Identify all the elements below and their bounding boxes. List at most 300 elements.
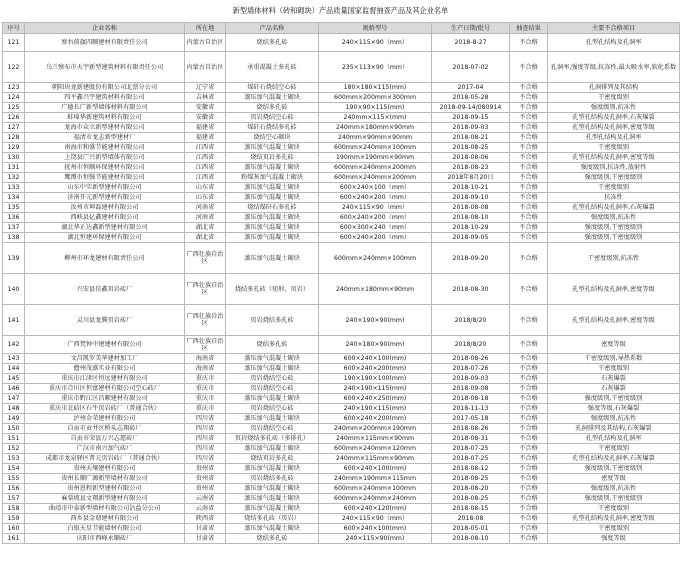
- table-row: [3, 394, 680, 404]
- specification-cell: 600×240×200(mm): [319, 364, 432, 374]
- table-row: [3, 414, 680, 424]
- company-name-cell: 济南开元新型建材有限公司: [25, 193, 185, 203]
- inspection-result-cell: 不合格: [510, 153, 548, 163]
- defect-items-cell: 孔型孔结构及孔洞率,石灰爆裂: [548, 203, 680, 213]
- location-cell: 湖北省: [185, 223, 226, 233]
- inspection-result-cell: 不合格: [510, 83, 548, 93]
- specification-cell: 240×115×90（mm）: [319, 514, 432, 524]
- row-number-cell: 158: [3, 504, 25, 514]
- production-date-cell: 2018-09-05: [432, 233, 510, 243]
- defect-items-cell: 密度等级: [548, 474, 680, 484]
- inspection-result-cell: 不合格: [510, 364, 548, 374]
- table-row: [3, 374, 680, 384]
- column-header: 产品名称: [226, 23, 319, 34]
- defect-items-cell: 强度级别,抗冻性: [548, 213, 680, 223]
- production-date-cell: 2018-05-01: [432, 524, 510, 534]
- defect-items-cell: 强度级别,干密度级别: [548, 173, 680, 183]
- table-row: [3, 143, 680, 153]
- specification-cell: 600mm×200mm×300mm: [319, 93, 432, 103]
- table-row: [3, 183, 680, 193]
- inspection-result-cell: 不合格: [510, 514, 548, 524]
- company-name-cell: 兴安县佳鑫页岩砖厂: [25, 274, 185, 305]
- defect-items-cell: 干密度级别: [548, 444, 680, 454]
- production-date-cell: 2018-07-25: [432, 444, 510, 454]
- column-header: 生产日期/批号: [432, 23, 510, 34]
- defect-items-cell: 强度级别,抗冻性: [548, 103, 680, 113]
- defect-items-cell: 石灰爆裂: [548, 384, 680, 394]
- row-number-cell: 135: [3, 203, 25, 213]
- company-name-cell: 汝州市坤磊建材有限公司: [25, 203, 185, 213]
- defect-items-cell: 孔型孔结构及孔洞率,密度等级: [548, 274, 680, 305]
- defect-items-cell: 石灰爆裂: [548, 374, 680, 384]
- defect-items-cell: 强度等级: [548, 534, 680, 544]
- company-name-cell: 文昌凯罗美华建材加工厂: [25, 354, 185, 364]
- production-date-cell: 2018-08-10: [432, 213, 510, 223]
- row-number-cell: 142: [3, 336, 25, 354]
- inspection-result-cell: 不合格: [510, 354, 548, 364]
- product-name-cell: 页岩烧结多孔砖: [226, 474, 319, 484]
- company-name-cell: 湖北恒建环保建材有限公司: [25, 233, 185, 243]
- row-number-cell: 148: [3, 404, 25, 414]
- specification-cell: 240×190×115(mm): [319, 384, 432, 394]
- production-date-cell: 2018-09-03: [432, 123, 510, 133]
- defect-items-cell: 干密度级别: [548, 524, 680, 534]
- company-name-cell: 自贡市贡井区桥头志翔砖厂: [25, 424, 185, 434]
- table-row: [3, 444, 680, 454]
- company-name-cell: 麻栗坡县文翔新型建材有限公司: [25, 494, 185, 504]
- column-header: 主要不合格项目: [548, 23, 680, 34]
- inspection-result-cell: 不合格: [510, 93, 548, 103]
- product-name-cell: 蒸压加气混凝土砌块: [226, 213, 319, 223]
- location-cell: 四川省: [185, 444, 226, 454]
- table-row: [3, 454, 680, 464]
- table-row: [3, 524, 680, 534]
- inspection-result-cell: 不合格: [510, 274, 548, 305]
- defect-items-cell: 干密度级别,导热系数: [548, 354, 680, 364]
- company-name-cell: 西乡县金鼎建材有限公司: [25, 514, 185, 524]
- specification-cell: 600mm×240mm×100mm: [319, 484, 432, 494]
- production-date-cell: 2018-09-03: [432, 374, 510, 384]
- company-name-cell: 四平鑫兴宇建筑材料有限公司: [25, 93, 185, 103]
- table-header-row: [3, 23, 680, 34]
- row-number-cell: 126: [3, 113, 25, 123]
- product-name-cell: 粉煤灰加气混凝土砌块: [226, 173, 319, 183]
- table-row: [3, 93, 680, 103]
- company-name-cell: 自贡市荣县万兴志愿砖厂: [25, 434, 185, 444]
- specification-cell: 600×240×100(mm): [319, 464, 432, 474]
- product-name-cell: 页岩烧结空心砖: [226, 424, 319, 434]
- table-row: [3, 133, 680, 143]
- defect-items-cell: 干密度级别: [548, 504, 680, 514]
- table-row: [3, 364, 680, 374]
- table-row: [3, 83, 680, 93]
- production-date-cell: 2018-09-20: [432, 243, 510, 274]
- table-row: [3, 534, 680, 544]
- production-date-cell: 2018-8-27: [432, 34, 510, 52]
- production-date-cell: 2018-08-21: [432, 133, 510, 143]
- company-name-cell: 鹰潭市恒强节能建材有限公司: [25, 173, 185, 183]
- company-name-cell: 重庆市黔江区昌顺建材有限公司: [25, 394, 185, 404]
- company-name-cell: 庆阳市西峰永顺砖厂: [25, 534, 185, 544]
- product-name-cell: 烧结多孔砖（页岩）: [226, 514, 319, 524]
- production-date-cell: 2018-08-15: [432, 504, 510, 514]
- inspection-result-cell: 不合格: [510, 203, 548, 213]
- specification-cell: 240mm×90mm×90mm: [319, 133, 432, 143]
- table-row: [3, 173, 680, 183]
- product-name-cell: 蒸压加气混凝土砌块: [226, 163, 319, 173]
- product-name-cell: 蒸压加气混凝土砌块: [226, 233, 319, 243]
- defect-items-cell: 干密度级别: [548, 364, 680, 374]
- defect-items-cell: 抗冻性: [548, 193, 680, 203]
- product-name-cell: 蒸压加气混凝土砌块: [226, 524, 319, 534]
- production-date-cell: 2017-05-18: [432, 414, 510, 424]
- production-date-cell: 2018-11-13: [432, 404, 510, 414]
- location-cell: 河南省: [185, 213, 226, 223]
- location-cell: 贵州省: [185, 484, 226, 494]
- company-name-cell: 西峡县亿鑫建材有限公司: [25, 213, 185, 223]
- specification-cell: 600×240×200（mm）: [319, 233, 432, 243]
- row-number-cell: 122: [3, 52, 25, 83]
- location-cell: 湖北省: [185, 233, 226, 243]
- company-name-cell: 福清市龙志新型建材厂: [25, 133, 185, 143]
- row-number-cell: 137: [3, 223, 25, 233]
- production-date-cell: 2018/8/20: [432, 305, 510, 336]
- inspection-result-cell: 不合格: [510, 223, 548, 233]
- inspection-result-cell: 不合格: [510, 336, 548, 354]
- location-cell: 海南省: [185, 354, 226, 364]
- location-cell: 安徽省: [185, 113, 226, 123]
- specification-cell: 240×180×90(mm): [319, 336, 432, 354]
- product-name-cell: 烧结煤矸石多孔砖: [226, 203, 319, 213]
- company-name-cell: 重庆市合川区恒富建材有限公司空心砖厂: [25, 384, 185, 394]
- company-name-cell: 南海市和盛节能建材有限公司: [25, 143, 185, 153]
- table-row: [3, 404, 680, 414]
- row-number-cell: 161: [3, 534, 25, 544]
- specification-cell: 240×190×115(mm): [319, 404, 432, 414]
- location-cell: 重庆市: [185, 394, 226, 404]
- specification-cell: 240×190×90(mm): [319, 305, 432, 336]
- inspection-result-cell: 不合格: [510, 414, 548, 424]
- location-cell: 甘肃省: [185, 524, 226, 534]
- company-name-cell: 贵州恩程新型建材有限公司: [25, 484, 185, 494]
- results-table: [2, 22, 680, 544]
- company-name-cell: 乌兰察布市天宇新型建筑材料有限责任公司: [25, 52, 185, 83]
- row-number-cell: 144: [3, 364, 25, 374]
- product-name-cell: 烧结多孔砖（矩形、页岩）: [226, 274, 319, 305]
- defect-items-cell: 孔型孔结构及孔洞率,密度等级: [548, 123, 680, 133]
- inspection-result-cell: 不合格: [510, 133, 548, 143]
- inspection-result-cell: 不合格: [510, 123, 548, 133]
- company-name-cell: 白银天星节能墙材有限公司: [25, 524, 185, 534]
- table-row: [3, 233, 680, 243]
- inspection-result-cell: 不合格: [510, 103, 548, 113]
- defect-items-cell: 强度级别,干密度级别: [548, 233, 680, 243]
- defect-items-cell: 孔洞率,强度等级,抗冻性,最大吸水率,软化系数: [548, 52, 680, 83]
- product-name-cell: 蒸压加气混凝土砌块: [226, 243, 319, 274]
- inspection-result-cell: 不合格: [510, 464, 548, 474]
- row-number-cell: 146: [3, 384, 25, 394]
- defect-items-cell: 强度级别,干密度级别: [548, 494, 680, 504]
- table-row: [3, 434, 680, 444]
- production-date-cell: 2018-07-02: [432, 52, 510, 83]
- product-name-cell: 烧结空心砌块: [226, 133, 319, 143]
- product-name-cell: 蒸压加气混凝土砌块: [226, 394, 319, 404]
- specification-cell: 240mm×180mm×90mm: [319, 274, 432, 305]
- row-number-cell: 133: [3, 183, 25, 193]
- row-number-cell: 145: [3, 374, 25, 384]
- row-number-cell: 152: [3, 444, 25, 454]
- table-row: [3, 52, 680, 83]
- table-row: [3, 193, 680, 203]
- table-row: [3, 494, 680, 504]
- inspection-result-cell: 不合格: [510, 143, 548, 153]
- inspection-result-cell: 不合格: [510, 434, 548, 444]
- location-cell: 四川省: [185, 424, 226, 434]
- table-row: [3, 243, 680, 274]
- specification-cell: 600mm×240mm×200mm: [319, 163, 432, 173]
- column-header: 序号: [3, 23, 25, 34]
- location-cell: 四川省: [185, 414, 226, 424]
- row-number-cell: 149: [3, 414, 25, 424]
- table-row: [3, 113, 680, 123]
- production-date-cell: 2018-08-26: [432, 354, 510, 364]
- production-date-cell: 2018-09-10: [432, 193, 510, 203]
- specification-cell: 235×113×90（mm）: [319, 52, 432, 83]
- specification-cell: 240×115×90（mm）: [319, 203, 432, 213]
- location-cell: 福建省: [185, 133, 226, 143]
- company-name-cell: 儋州茂盛实业有限公司: [25, 364, 185, 374]
- row-number-cell: 132: [3, 173, 25, 183]
- row-number-cell: 154: [3, 464, 25, 474]
- row-number-cell: 128: [3, 133, 25, 143]
- production-date-cell: 2017-04: [432, 83, 510, 93]
- row-number-cell: 138: [3, 233, 25, 243]
- location-cell: 重庆市: [185, 384, 226, 394]
- defect-items-cell: 强度等级,石灰爆裂: [548, 404, 680, 414]
- specification-cell: 190×90×115(mm): [319, 103, 432, 113]
- row-number-cell: 129: [3, 143, 25, 153]
- inspection-result-cell: 不合格: [510, 183, 548, 193]
- defect-items-cell: 孔型孔结构及孔洞率,密度等级: [548, 514, 680, 524]
- inspection-result-cell: 不合格: [510, 52, 548, 83]
- defect-items-cell: 强度级别,干密度级别: [548, 223, 680, 233]
- production-date-cell: 2018/8/20: [432, 336, 510, 354]
- defect-items-cell: 孔型孔结构及孔洞率: [548, 133, 680, 143]
- product-name-cell: 煤矸石烧结空心砖: [226, 83, 319, 93]
- row-number-cell: 141: [3, 305, 25, 336]
- row-number-cell: 131: [3, 163, 25, 173]
- specification-cell: 600×240×100(mm): [319, 354, 432, 364]
- row-number-cell: 160: [3, 524, 25, 534]
- row-number-cell: 153: [3, 454, 25, 464]
- defect-items-cell: 孔型孔结构及孔洞率,石灰爆裂: [548, 113, 680, 123]
- production-date-cell: 2018-07-25: [432, 454, 510, 464]
- production-date-cell: 2018-08-18: [432, 394, 510, 404]
- production-date-cell: 2018-09-15: [432, 113, 510, 123]
- table-row: [3, 203, 680, 213]
- product-name-cell: 烧结多孔砖: [226, 534, 319, 544]
- inspection-result-cell: 不合格: [510, 394, 548, 404]
- row-number-cell: 130: [3, 153, 25, 163]
- company-name-cell: 察右前旗四顺建材有限责任公司: [25, 34, 185, 52]
- specification-cell: 180×180×115(mm): [319, 83, 432, 93]
- product-name-cell: 蒸压加气混凝土砌块: [226, 364, 319, 374]
- defect-items-cell: 孔型孔结构及孔洞率,石灰爆裂: [548, 454, 680, 464]
- row-number-cell: 155: [3, 474, 25, 484]
- product-name-cell: 蒸压加气混凝土砌块: [226, 143, 319, 153]
- specification-cell: 190×190×100(mm): [319, 374, 432, 384]
- defect-items-cell: 干密度级别: [548, 183, 680, 193]
- inspection-result-cell: 不合格: [510, 213, 548, 223]
- column-header: 规格型号: [319, 23, 432, 34]
- row-number-cell: 127: [3, 123, 25, 133]
- specification-cell: 600×240×200（mm）: [319, 213, 432, 223]
- location-cell: 辽宁省: [185, 83, 226, 93]
- specification-cell: 600×240×250(mm): [319, 394, 432, 404]
- production-date-cell: 2018-08-06: [432, 153, 510, 163]
- row-number-cell: 139: [3, 243, 25, 274]
- product-name-cell: 蒸压加气混凝土砌块: [226, 93, 319, 103]
- product-name-cell: 蒸压加气混凝土砌块: [226, 504, 319, 514]
- specification-cell: 240mm×190mm×115mm: [319, 474, 432, 484]
- location-cell: 贵州省: [185, 464, 226, 474]
- location-cell: 河南省: [185, 203, 226, 213]
- company-name-cell: 贵州天壤建材有限公司: [25, 464, 185, 474]
- company-name-cell: 重庆市江津区恒远建材有限公司: [25, 374, 185, 384]
- specification-cell: 190mm×190mm×90mm: [319, 153, 432, 163]
- specification-cell: 600mm×240mm×100mm: [319, 143, 432, 153]
- product-name-cell: 蒸压加气混凝土砌块: [226, 193, 319, 203]
- product-name-cell: 煤矸石烧结多孔砖: [226, 123, 319, 133]
- location-cell: 四川省: [185, 454, 226, 464]
- location-cell: 广西壮族自治区: [185, 305, 226, 336]
- location-cell: 重庆市: [185, 404, 226, 414]
- production-date-cell: 2018-10-29: [432, 223, 510, 233]
- product-name-cell: 页岩烧结空心砖: [226, 384, 319, 394]
- inspection-result-cell: 不合格: [510, 424, 548, 434]
- defect-items-cell: 密度等级: [548, 336, 680, 354]
- defect-items-cell: 孔型孔结构及孔洞率: [548, 434, 680, 444]
- specification-cell: 600mm×240mm×120mm: [319, 444, 432, 454]
- table-row: [3, 424, 680, 434]
- specification-cell: 600mm×240mm×240mm: [319, 494, 432, 504]
- location-cell: 广西壮族自治区: [185, 243, 226, 274]
- location-cell: 江西省: [185, 143, 226, 153]
- company-name-cell: 蚌埠华新建筑材料有限公司: [25, 113, 185, 123]
- inspection-result-cell: 不合格: [510, 173, 548, 183]
- row-number-cell: 123: [3, 83, 25, 93]
- column-header: 抽查结果: [510, 23, 548, 34]
- row-number-cell: 159: [3, 514, 25, 524]
- location-cell: 江西省: [185, 173, 226, 183]
- defect-items-cell: 强度级别,干密度级别: [548, 394, 680, 404]
- inspection-result-cell: 不合格: [510, 163, 548, 173]
- specification-cell: 600×240×200(mm): [319, 414, 432, 424]
- specification-cell: 240mm×180mm×90mm: [319, 123, 432, 133]
- product-name-cell: 烧结多孔砖: [226, 34, 319, 52]
- company-name-cell: 抚州市恒顺环保建材有限公司: [25, 163, 185, 173]
- row-number-cell: 121: [3, 34, 25, 52]
- specification-cell: 600×240×100(mm): [319, 524, 432, 534]
- location-cell: 内蒙古自治区: [185, 34, 226, 52]
- document-title: 新型墙体材料（砖和砌块）产品质量国家监督抽查产品及其企业名单: [232, 6, 449, 15]
- defect-items-cell: 孔洞排列及其结构: [548, 83, 680, 93]
- specification-cell: 600×240×120(mm): [319, 504, 432, 514]
- table-row: [3, 484, 680, 494]
- location-cell: 内蒙古自治区: [185, 52, 226, 83]
- production-date-cell: 2018-09-08: [432, 384, 510, 394]
- defect-items-cell: 孔型孔结构及孔洞率,密度等级: [548, 153, 680, 163]
- inspection-result-cell: 不合格: [510, 243, 548, 274]
- table-row: [3, 504, 680, 514]
- inspection-result-cell: 不合格: [510, 404, 548, 414]
- product-name-cell: 蒸压加气混凝土砌块: [226, 183, 319, 193]
- defect-items-cell: 干密度级别: [548, 93, 680, 103]
- table-row: [3, 464, 680, 474]
- location-cell: 吉林省: [185, 93, 226, 103]
- production-date-cell: 2018-05-28: [432, 93, 510, 103]
- row-number-cell: 157: [3, 494, 25, 504]
- table-row: [3, 336, 680, 354]
- table-row: [3, 103, 680, 113]
- company-name-cell: 重庆市北碚区石牛页岩砖厂（普通合伙）: [25, 404, 185, 414]
- inspection-result-cell: 不合格: [510, 474, 548, 484]
- product-name-cell: 页岩烧结空心砖: [226, 404, 319, 414]
- product-name-cell: 页岩烧结多孔砖（多排孔）: [226, 434, 319, 444]
- table-body: [3, 34, 680, 544]
- location-cell: 福建省: [185, 123, 226, 133]
- production-date-cell: 2018-08: [432, 514, 510, 524]
- production-date-cell: 2018-08-20: [432, 484, 510, 494]
- defect-items-cell: 干密度级别: [548, 143, 680, 153]
- table-row: [3, 34, 680, 52]
- production-date-cell: 2018-08-25: [432, 143, 510, 153]
- location-cell: 江西省: [185, 163, 226, 173]
- inspection-result-cell: 不合格: [510, 534, 548, 544]
- row-number-cell: 124: [3, 93, 25, 103]
- column-header: 所在地: [185, 23, 226, 34]
- specification-cell: 600mm×240mm×200mm: [319, 173, 432, 183]
- table-row: [3, 153, 680, 163]
- company-name-cell: 朝阳块龙新建股份有限公司北票分公司: [25, 83, 185, 93]
- company-name-cell: 曲靖市中泰新型墙材有限公司沾益分公司: [25, 504, 185, 514]
- inspection-result-cell: 不合格: [510, 484, 548, 494]
- production-date-cell: 2018-07-26: [432, 364, 510, 374]
- table-row: [3, 474, 680, 484]
- production-date-cell: 2018-08-25: [432, 474, 510, 484]
- production-date-cell: 2018-08-31: [432, 434, 510, 444]
- location-cell: 山东省: [185, 193, 226, 203]
- inspection-result-cell: 不合格: [510, 34, 548, 52]
- production-date-cell: 2018年8月20日: [432, 173, 510, 183]
- inspection-result-cell: 不合格: [510, 233, 548, 243]
- product-name-cell: 烧结页岩多孔砖: [226, 153, 319, 163]
- company-name-cell: 贵州长顺广源新型墙材有限公司: [25, 474, 185, 484]
- production-date-cell: 2018-08-30: [432, 274, 510, 305]
- specification-cell: 240mm×115×(mm): [319, 113, 432, 123]
- product-name-cell: 蒸压加气混凝土砌块: [226, 414, 319, 424]
- product-name-cell: 蒸压加气混凝土砌块: [226, 464, 319, 474]
- defect-items-cell: 强度级别,干密度级别: [548, 464, 680, 474]
- company-name-cell: 柳州市环龙建材有限责任公司: [25, 243, 185, 274]
- product-name-cell: 页岩烧结多孔砖: [226, 305, 319, 336]
- production-date-cell: 2018-09-14/080914: [432, 103, 510, 113]
- production-date-cell: 2018-10-21: [432, 183, 510, 193]
- defect-items-cell: 孔型孔结构及孔洞率,密度等级: [548, 305, 680, 336]
- row-number-cell: 150: [3, 424, 25, 434]
- inspection-result-cell: 不合格: [510, 113, 548, 123]
- location-cell: 云南省: [185, 504, 226, 514]
